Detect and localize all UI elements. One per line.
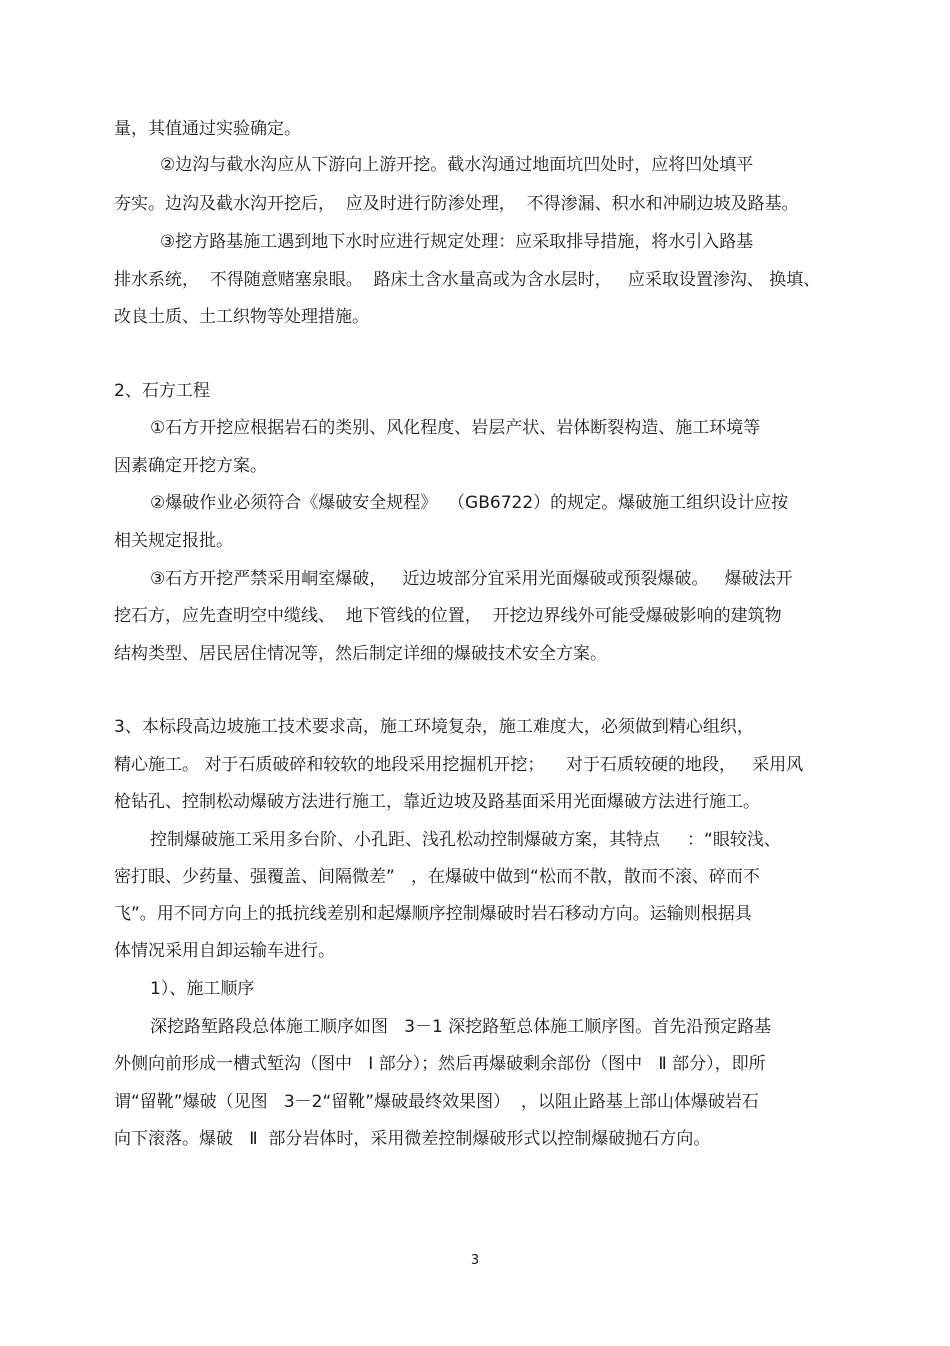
subsection-heading: 1）、施工顺序 bbox=[150, 979, 255, 999]
text-line: 3、本标段高边坡施工技术要求高，施工环境复杂，施工难度大，必须做到精心组织， bbox=[114, 717, 754, 737]
section-heading: 2、石方工程 bbox=[114, 381, 210, 401]
text-line: 精心施工。 对于石质破碎和较软的地段采用挖掘机开挖； 对于石质较硬的地段， 采用风 bbox=[114, 755, 804, 775]
text-line: 挖石方，应先查明空中缆线、 地下管线的位置， 开挖边界线外可能受爆破影响的建筑物 bbox=[114, 606, 782, 626]
text-line: 谓“留靴”爆破（见图 3－2“留靴”爆破最终效果图） ，以阻止路基上部山体爆破岩石 bbox=[114, 1092, 759, 1112]
text-line: 量，其值通过实验确定。 bbox=[114, 119, 301, 139]
text-line: 深挖路堑路段总体施工顺序如图 3－1 深挖路堑总体施工顺序图。首先沿预定路基 bbox=[150, 1017, 772, 1037]
text-line: 飞”。用不同方向上的抵抗线差别和起爆顺序控制爆破时岩石移动方向。运输则根据具 bbox=[114, 904, 752, 924]
text-line: 改良土质、土工织物等处理措施。 bbox=[114, 307, 369, 327]
text-line: ②边沟与截水沟应从下游向上游开挖。截水沟通过地面坑凹处时，应将凹处填平 bbox=[160, 155, 754, 175]
text-line: 结构类型、居民居住情况等，然后制定详细的爆破技术安全方案。 bbox=[114, 644, 607, 664]
text-line: ①石方开挖应根据岩石的类别、风化程度、岩层产状、岩体断裂构造、施工环境等 bbox=[150, 418, 761, 438]
text-line: ③挖方路基施工遇到地下水时应进行规定处理：应采取排导措施，将水引入路基 bbox=[160, 232, 754, 252]
text-line: 夯实。边沟及截水沟开挖后， 应及时进行防渗处理， 不得渗漏、积水和冲刷边坡及路基。 bbox=[114, 194, 799, 214]
text-line: 向下滚落。爆破 Ⅱ 部分岩体时，采用微差控制爆破形式以控制爆破抛石方向。 bbox=[114, 1129, 711, 1149]
text-line: 控制爆破施工采用多台阶、小孔距、浅孔松动控制爆破方案，其特点 ：“眼较浅、 bbox=[150, 830, 781, 850]
text-line: 相关规定报批。 bbox=[114, 531, 233, 551]
text-line: 排水系统， 不得随意赌塞泉眼。 路床土含水量高或为含水层时， 应采取设置渗沟、 换填、 bbox=[114, 270, 821, 290]
text-line: ③石方开挖严禁采用峒室爆破， 近边坡部分宜采用光面爆破或预裂爆破。 爆破法开 bbox=[150, 569, 793, 589]
text-line: ②爆破作业必须符合《爆破安全规程》 （GB6722）的规定。爆破施工组织设计应按 bbox=[150, 493, 789, 513]
text-line: 枪钻孔、控制松动爆破方法进行施工，靠近边坡及路基面采用光面爆破方法进行施工。 bbox=[114, 792, 760, 812]
text-line: 体情况采用自卸运输车进行。 bbox=[114, 941, 335, 961]
text-line: 因素确定开挖方案。 bbox=[114, 456, 267, 476]
text-line: 外侧向前形成一槽式堑沟（图中 Ⅰ 部分）；然后再爆破剩余部份（图中 Ⅱ 部分），即所 bbox=[114, 1054, 766, 1074]
text-line: 密打眼、少药量、强覆盖、间隔微差” ，在爆破中做到“松而不散，散而不滚、碎而不 bbox=[114, 867, 760, 887]
page-number: 3 bbox=[470, 1253, 480, 1268]
